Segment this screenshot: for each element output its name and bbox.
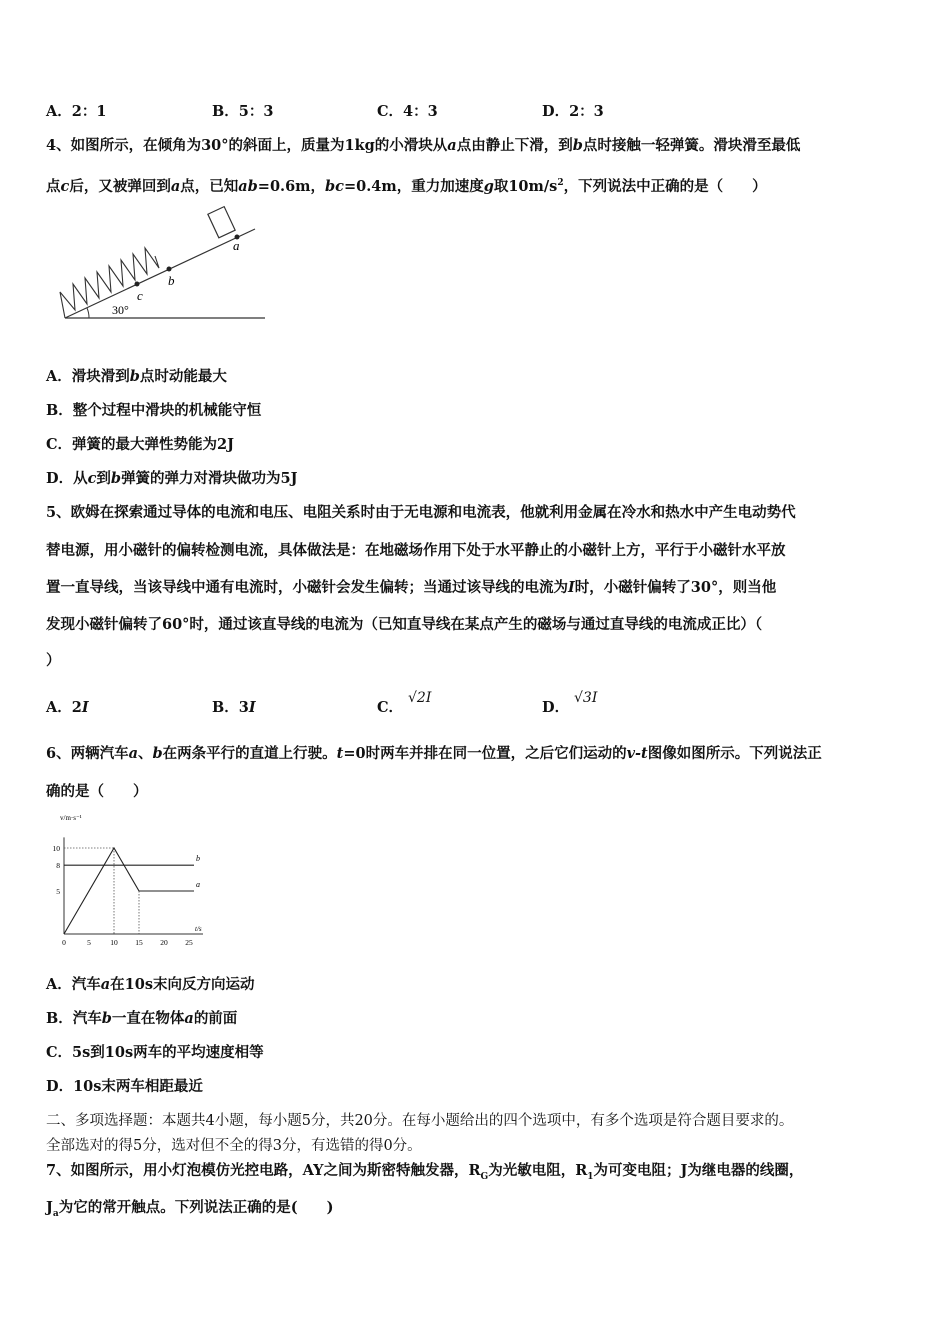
q7-stem-line1: 7、如图所示，用小灯泡模仿光控电路，AY之间为斯密特触发器，$R_G$为光敏电阻，$R_1$为可变电阻；J为继电器的线圈， <box>46 1162 804 1182</box>
q5-stem-line3: 置一直导线，当该导线中通有电流时，小磁针会发生偏转；当通过该导线的电流为I时，小磁针偏转了30°，则当他 <box>46 579 777 596</box>
q5-stem-line4: 发现小磁针偏转了60°时，通过该直导线的电流为（已知直导线在某点产生的磁场与通过直导线的电流成正比）（ <box>46 616 763 633</box>
q7-stem-line2: $J_a$为它的常开触点。下列说法正确的是( ) <box>46 1199 334 1219</box>
vt-chart <box>40 812 240 952</box>
label-c: c <box>137 288 143 303</box>
label-a: a <box>233 238 240 253</box>
angle-label: 30° <box>112 303 129 317</box>
incline-line <box>65 229 255 318</box>
series-label-a: a <box>196 880 200 889</box>
q6-option-b: B．汽车b一直在物体a的前面 <box>46 1010 238 1027</box>
section2-heading-line1: 二、多项选择题：本题共4小题，每小题5分，共20分。在每小题给出的四个选项中，有多个选项是符合题目要求的。 <box>46 1113 794 1129</box>
q5-stem-line5: ） <box>46 652 61 669</box>
incline-spring-figure <box>55 200 270 328</box>
q5-stem-line1: 5、欧姆在探索通过导体的电流和电压、电阻关系时由于无电源和电流表，他就利用金属在冷水和热水中产生电动势代 <box>46 504 796 521</box>
q5-stem-line2: 替电源，用小磁针的偏转检测电流，具体做法是：在地磁场作用下处于水平静止的小磁针上方，平行于小磁针水平放 <box>46 542 786 559</box>
q5-option-c: C． <box>377 699 404 716</box>
q5-option-d: D． <box>542 699 570 716</box>
q4-option-c: C．弹簧的最大弹性势能为2J <box>46 436 234 453</box>
series-label-b: b <box>196 854 200 864</box>
q6-option-a: A．汽车a在10s末向反方向运动 <box>46 976 255 993</box>
q6-stem-line1: 6、两辆汽车a、b在两条平行的直道上行驶。t=0时两车并排在同一位置，之后它们运动的v-t图像如图所示。下列说法正 <box>46 745 822 762</box>
q4-option-d: D．从c到b弹簧的弹力对滑块做功为5J <box>46 470 298 487</box>
x-tick-label: 10 <box>110 938 118 947</box>
q6-stem-line2: 确的是（ ） <box>46 783 148 800</box>
q3-option-b: B．5：3 <box>212 103 274 120</box>
series-line-a <box>64 848 194 934</box>
x-axis-label: t/s <box>195 925 202 933</box>
q5-option-c-value: √2I <box>408 690 432 706</box>
section2-heading-line2: 全部选对的得5分，选对但不全的得3分，有选错的得0分。 <box>46 1138 422 1154</box>
x-tick-label: 25 <box>185 938 193 947</box>
q6-option-d: D．10s末两车相距最近 <box>46 1078 203 1095</box>
q5-option-d-value: √3I <box>574 690 598 706</box>
q4-option-a: A．滑块滑到b点时动能最大 <box>46 368 227 385</box>
q4-stem-line1: 4、如图所示，在倾角为30°的斜面上，质量为1kg的小滑块从a点由静止下滑，到b点时接触一轻弹簧。滑块滑至最低 <box>46 137 801 154</box>
y-tick-label: 10 <box>52 844 60 853</box>
slider-block <box>208 207 235 238</box>
label-b: b <box>168 273 175 288</box>
y-tick-label: 8 <box>56 861 60 871</box>
x-tick-label: 15 <box>135 938 143 947</box>
y-tick-label: 5 <box>56 887 60 896</box>
spring <box>60 248 159 318</box>
point-c <box>135 282 140 287</box>
q3-option-a: A．2：1 <box>46 103 107 120</box>
x-tick-label: 0 <box>62 938 66 947</box>
q4-option-b: B．整个过程中滑块的机械能守恒 <box>46 402 262 419</box>
q3-option-d: D．2：3 <box>542 103 604 120</box>
q6-option-c: C．5s到10s两车的平均速度相等 <box>46 1044 264 1061</box>
q3-option-c: C．4：3 <box>377 103 438 120</box>
y-axis-label: v/m·s⁻¹ <box>60 814 82 822</box>
x-tick-label: 5 <box>87 938 91 947</box>
q4-stem-line2: 点c后，又被弹回到a点，已知ab=0.6m，bc=0.4m，重力加速度g取$10m/s^2$，下列说法中正确的是（ ） <box>46 177 767 195</box>
x-tick-label: 20 <box>160 938 168 947</box>
q5-option-a: A．2I <box>46 699 89 716</box>
q5-option-b: B．3I <box>212 699 256 716</box>
point-b <box>167 267 172 272</box>
